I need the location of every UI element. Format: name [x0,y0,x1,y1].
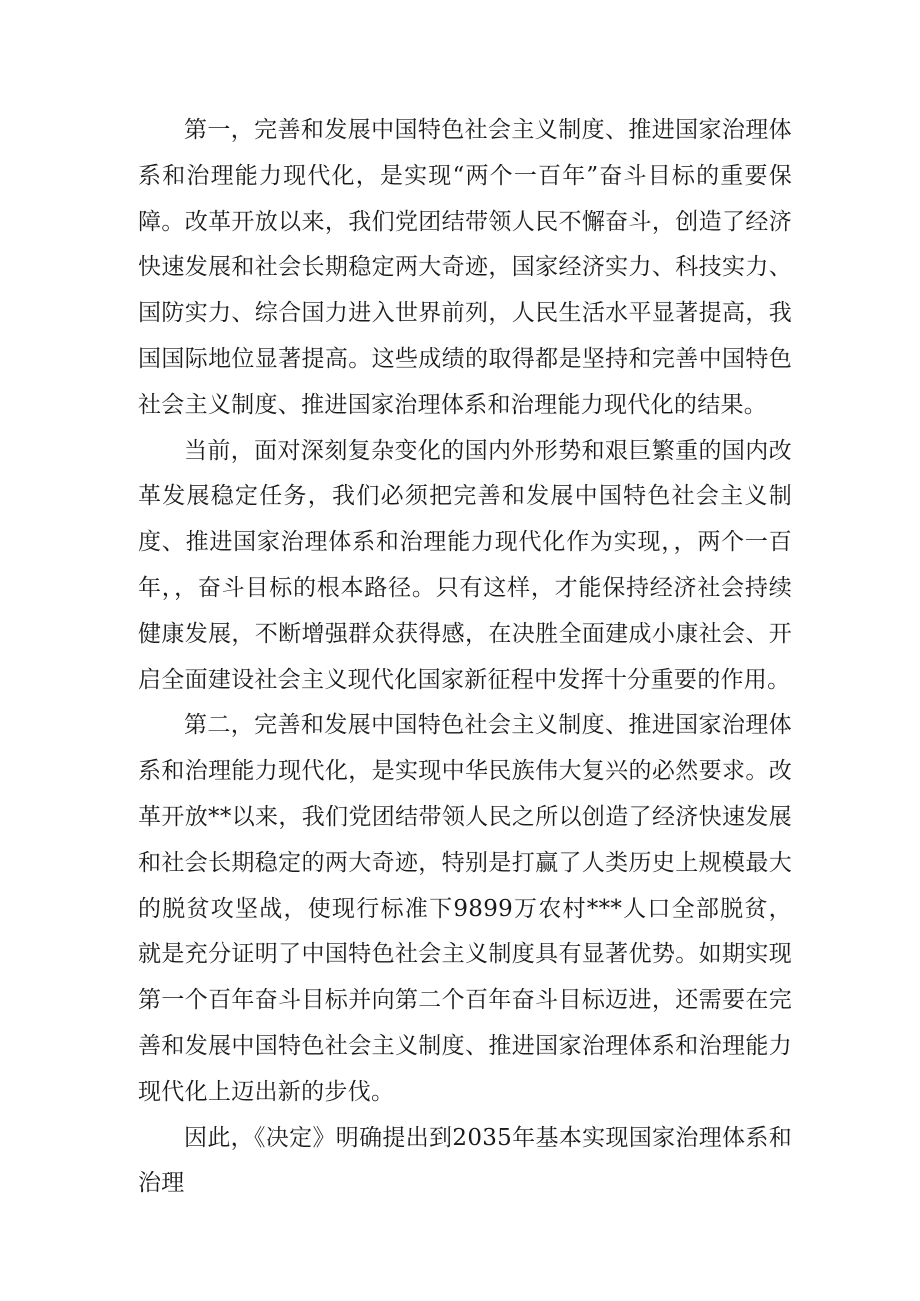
paragraph-3: 第二，完善和发展中国特色社会主义制度、推进国家治理体系和治理能力现代化，是实现中华民族伟大复兴的必然要求。改革开放**以来，我们党团结带领人民之所以创造了经济快速发展和社会长期稳定的两大奇迹，特别是打赢了人类历史上规模最大的脱贫攻坚战，使现行标准下9899万农村***人口全部脱贫，就是充分证明了中国特色社会主义制度具有显著优势。如期实现第一个百年奋斗目标并向第二个百年奋斗目标迈进，还需要在完善和发展中国特色社会主义制度、推进国家治理体系和治理能力现代化上迈出新的步伐。 [138,712,792,1105]
paragraph-4: 因此，《决定》明确提出到2035年基本实现国家治理体系和治理 [138,1124,792,1197]
paragraph-1: 第一，完善和发展中国特色社会主义制度、推进国家治理体系和治理能力现代化，是实现“两个一百年”奋斗目标的重要保障。改革开放以来，我们党团结带领人民不懈奋斗，创造了经济快速发展和社会长期稳定两大奇迹，国家经济实力、科技实力、国防实力、综合国力进入世界前列，人民生活水平显著提高，我国国际地位显著提高。这些成绩的取得都是坚持和完善中国特色社会主义制度、推进国家治理体系和治理能力现代化的结果。 [138,117,792,418]
document-body [138,108,792,1207]
paragraph-2: 当前，面对深刻复杂变化的国内外形势和艰巨繁重的国内改革发展稳定任务，我们必须把完善和发展中国特色社会主义制度、推进国家治理体系和治理能力现代化作为实现，，两个一百年，，奋斗目标的根本路径。只有这样，才能保持经济社会持续健康发展，不断增强群众获得感，在决胜全面建成小康社会、开启全面建设社会主义现代化国家新征程中发挥十分重要的作用。 [138,437,792,693]
